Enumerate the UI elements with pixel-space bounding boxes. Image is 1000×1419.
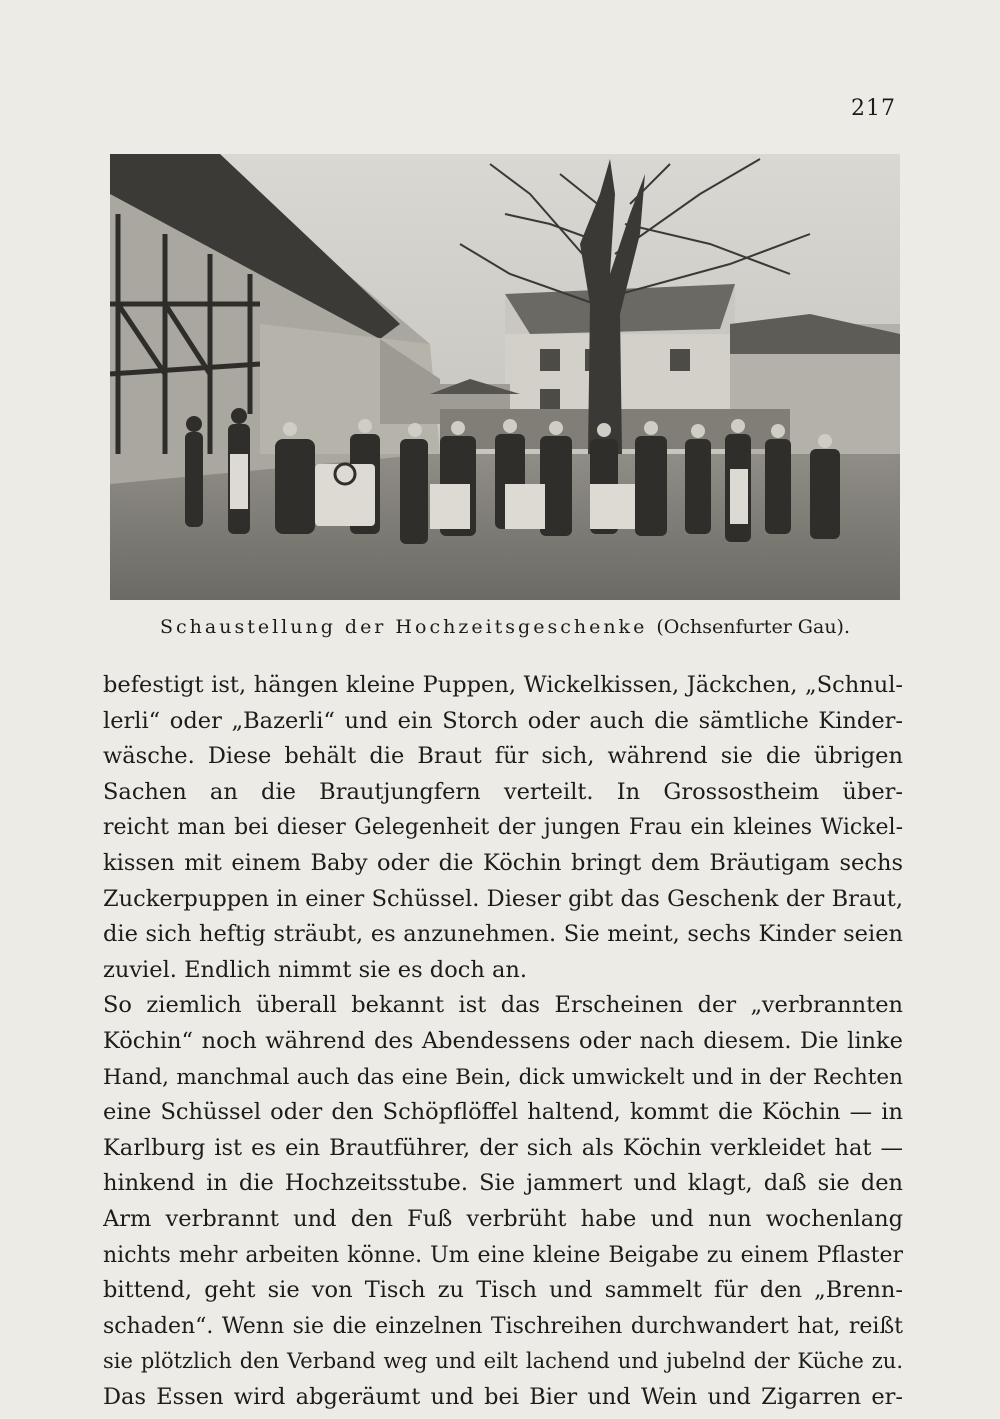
page-number: 217 [851,96,896,121]
text-line: Das Essen wird abgeräumt und bei Bier und Wein und Zigarren er- [103,1383,903,1410]
text-line: sie plötzlich den Verband weg und eilt lachend und jubelnd der Küche zu. [103,1349,903,1374]
text-line: wäsche. Diese behält die Braut für sich, während sie die übrigen [103,743,903,770]
caption-title: Schaustellung der Hochzeitsgeschenke [159,616,648,638]
text-line: nichts mehr arbeiten könne. Um eine kleine Beigabe zu einem Pflaster [103,1242,903,1268]
text-line: schaden“. Wenn sie die einzelnen Tischreihen durchwandert hat, reißt [103,1313,903,1339]
text-line: reicht man bei dieser Gelegenheit der jungen Frau ein kleines Wickel- [103,815,903,841]
text-line: zuviel. Endlich nimmt sie es doch an. [103,956,528,983]
figure-caption [110,616,900,638]
body-text [103,668,903,1415]
text-line: befestigt ist, hängen kleine Puppen, Wickelkissen, Jäckchen, „Schnul- [103,672,903,698]
caption-region: (Ochsenfurter Gau). [656,616,851,638]
text-line: So ziemlich überall bekannt ist das Erscheinen der „verbrannten [103,992,903,1019]
text-line: Karlburg ist es ein Brautführer, der sich als Köchin verkleidet hat — [103,1134,903,1161]
text-line: kissen mit einem Baby oder die Köchin bringt dem Bräutigam sechs [103,849,903,876]
wedding-gifts-photo [110,154,900,600]
text-line: Zuckerpuppen in einer Schüssel. Dieser gibt das Geschenk der Braut, [103,885,903,912]
paragraph-2 [103,988,903,1415]
paragraph-1 [103,668,903,988]
text-line: Arm verbrannt und den Fuß verbrüht habe und nun wochenlang [103,1205,903,1232]
text-line: bittend, geht sie von Tisch zu Tisch und sammelt für den „Brenn- [103,1277,903,1304]
text-line: hinkend in die Hochzeitsstube. Sie jammert und klagt, daß sie den [103,1170,903,1197]
text-line: Sachen an die Brautjungfern verteilt. In Grossostheim über- [103,778,903,805]
text-line: die sich heftig sträubt, es anzunehmen. Sie meint, sechs Kinder seien [103,921,903,948]
text-line: Köchin“ noch während des Abendessens oder nach diesem. Die linke [103,1027,903,1054]
text-line: Hand, manchmal auch das eine Bein, dick umwickelt und in der Rechten [103,1064,903,1090]
text-line: lerli“ oder „Bazerli“ und ein Storch oder auch die sämtliche Kinder- [103,707,903,734]
text-line: eine Schüssel oder den Schöpflöffel haltend, kommt die Köchin — in [103,1099,903,1126]
